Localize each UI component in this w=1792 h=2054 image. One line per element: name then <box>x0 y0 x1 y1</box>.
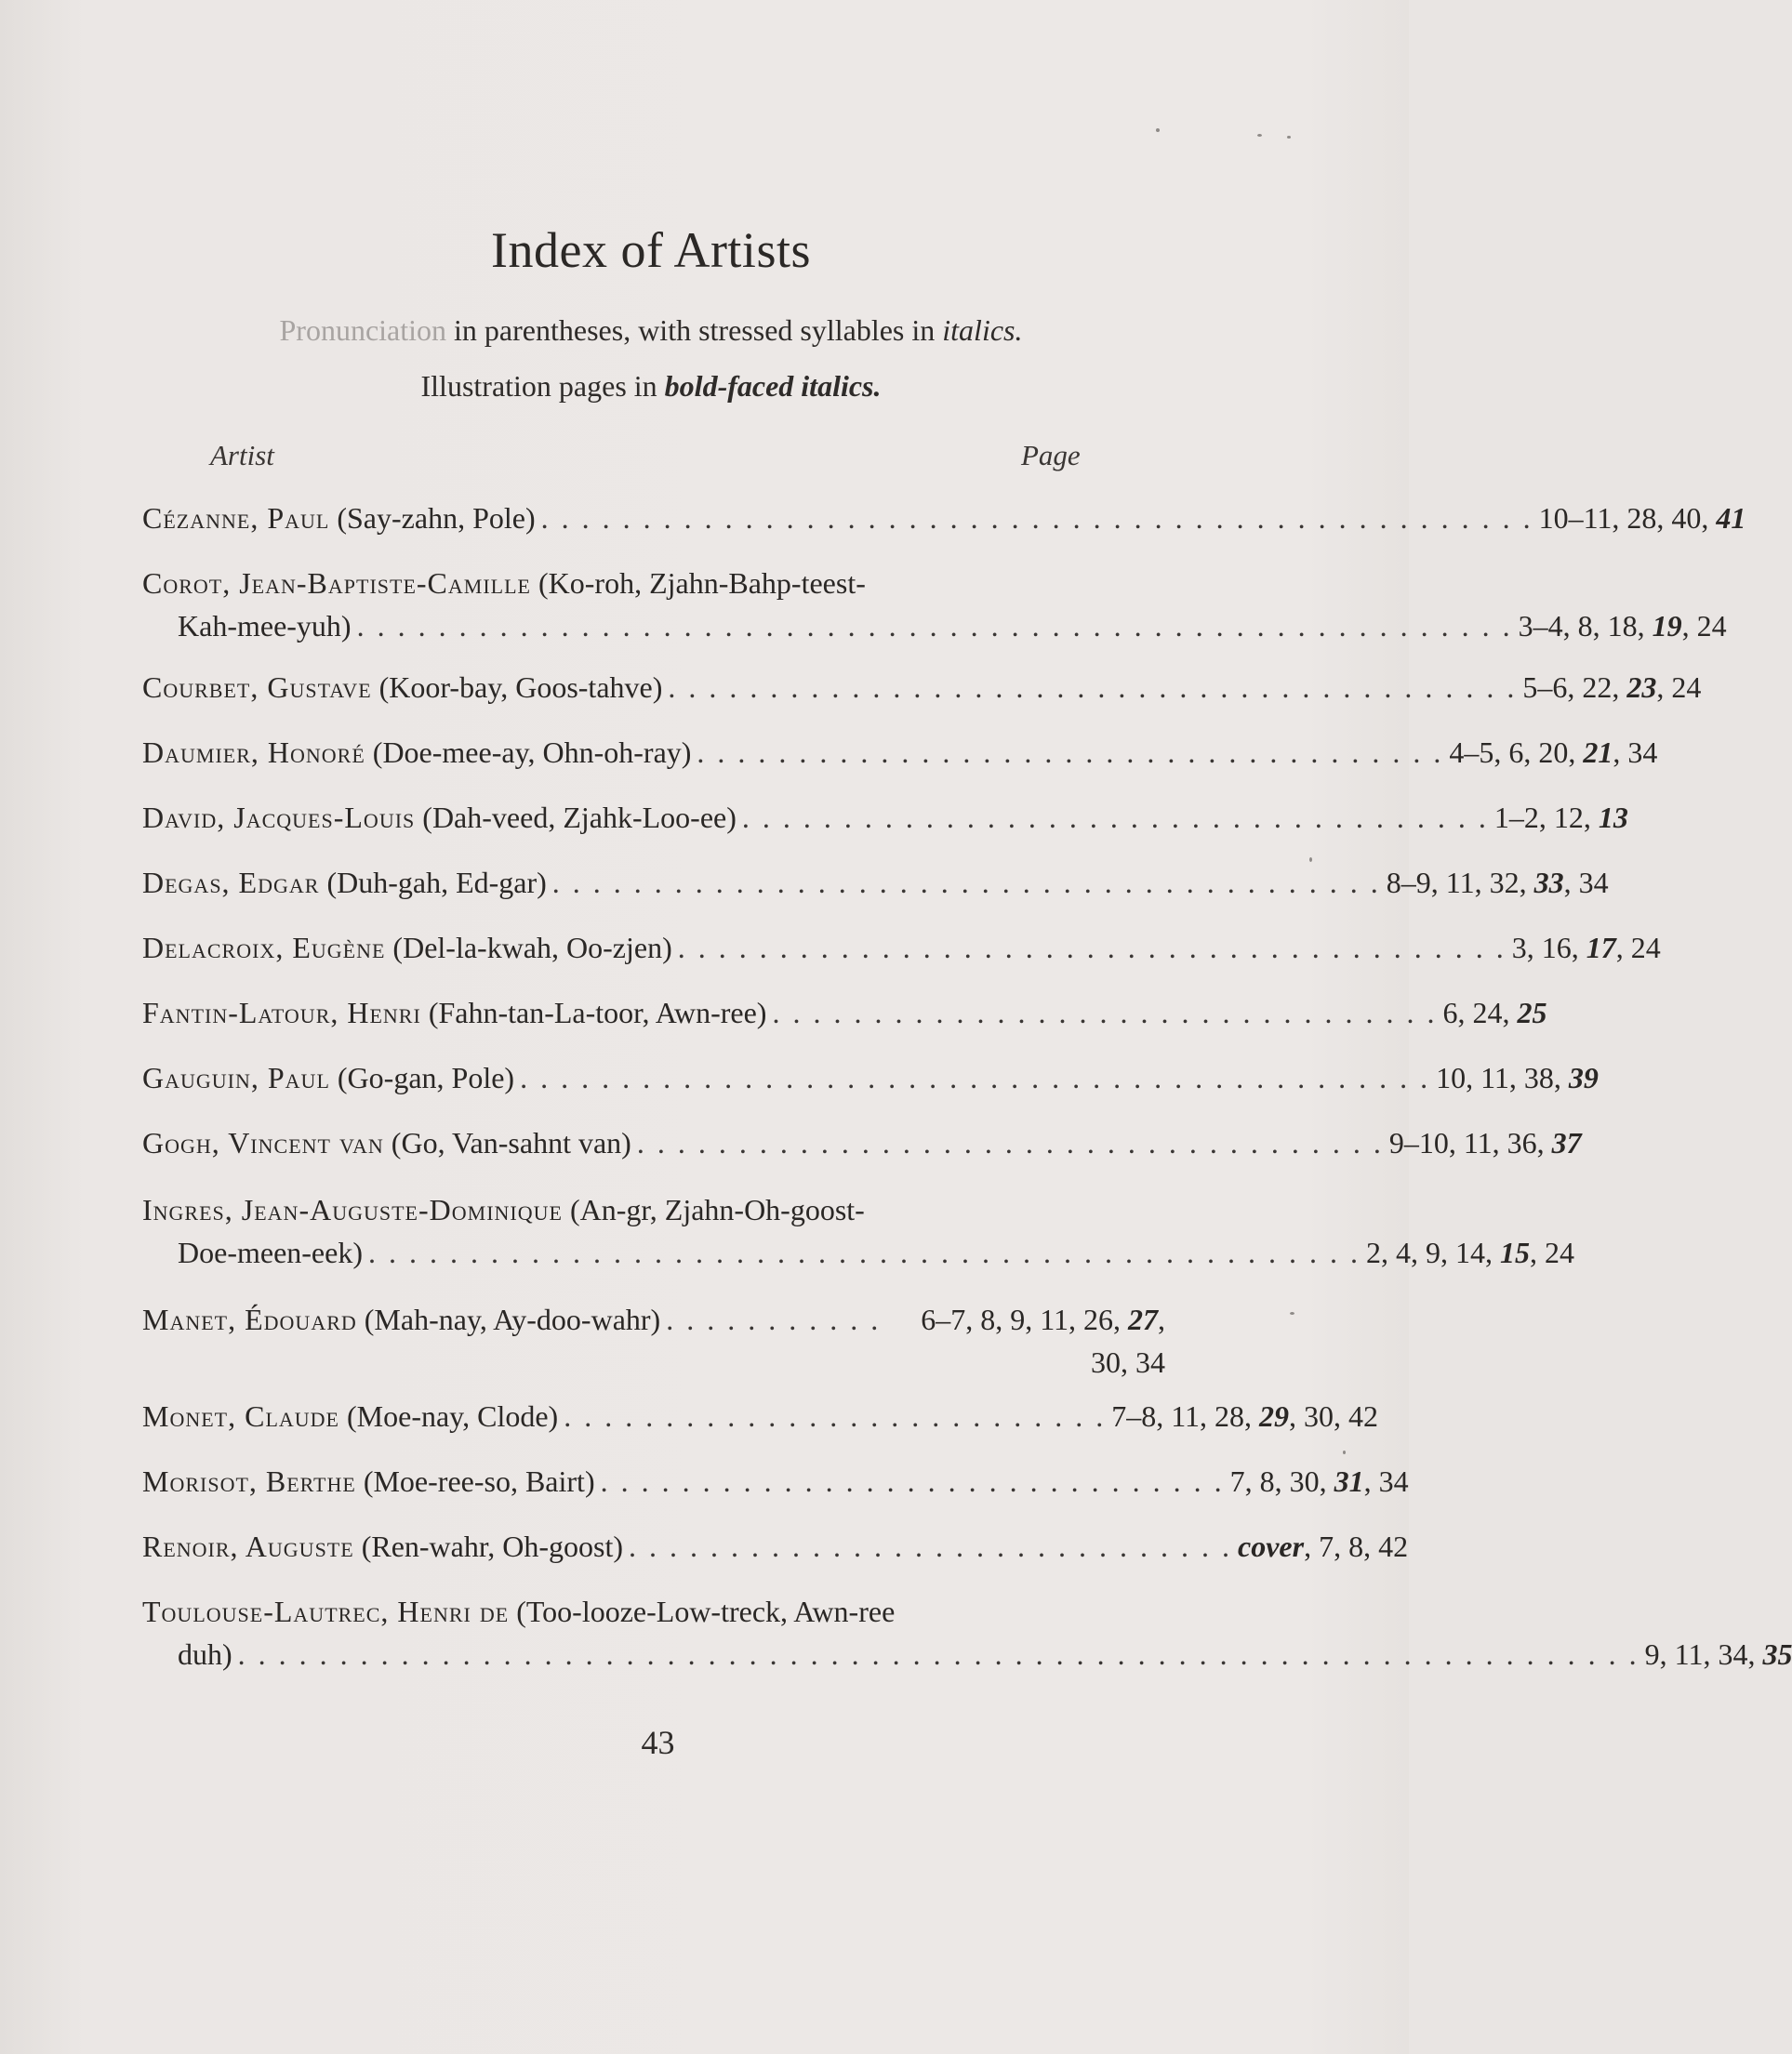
pronunciation: (Say-zahn, Pole) <box>337 501 536 535</box>
page-refs: 3, 16, 17, 24 <box>1511 931 1661 964</box>
page-refs: 10, 11, 38, 39 <box>1436 1061 1599 1094</box>
page-refs: cover, 7, 8, 42 <box>1238 1530 1409 1563</box>
page-refs: 9, 11, 34, 35 <box>1644 1637 1792 1671</box>
dot-leader: . . . . . . . . . . . . . . . . . . . . . . . . . . . <box>564 1399 1107 1433</box>
artist-name: Delacroix, Eugène <box>142 931 386 964</box>
index-entry <box>142 1590 1792 1676</box>
page-refs: 2, 4, 9, 14, 15, 24 <box>1365 1236 1574 1269</box>
column-header-artist: Artist <box>210 439 274 471</box>
page-refs: 8–9, 11, 32, 33, 34 <box>1386 866 1609 899</box>
pronunciation: (Go, Van-sahnt van) <box>391 1126 631 1160</box>
artist-name: Monet, Claude <box>142 1399 339 1433</box>
index-entry <box>142 1395 1378 1438</box>
paper-speck <box>1290 1312 1294 1315</box>
dot-leader: . . . . . . . . . . . . . . . . . . . . . . . . . . . . . . . <box>600 1464 1225 1498</box>
dot-leader: . . . . . . . . . . . <box>666 1303 882 1336</box>
artist-name: Fantin-Latour, Henri <box>142 996 421 1029</box>
dot-leader: . . . . . . . . . . . . . . . . . . . . . . . . . . . . . . . . . <box>772 996 1438 1029</box>
dot-leader: . . . . . . . . . . . . . . . . . . . . . . . . . . . . . . . . . . . . . <box>697 735 1444 769</box>
page-refs: 3–4, 8, 18, 19, 24 <box>1518 609 1727 643</box>
pronunciation: (Dah-veed, Zjahk-Loo-ee) <box>422 801 737 834</box>
artist-name: Gauguin, Paul <box>142 1061 330 1094</box>
index-entry <box>142 562 1727 647</box>
index-entry <box>142 1121 1582 1164</box>
artist-name: Gogh, Vincent van <box>142 1126 384 1160</box>
page-refs: 7, 8, 30, 31, 34 <box>1229 1464 1409 1498</box>
column-header-page: Page <box>1021 439 1081 471</box>
pronunciation: (Mah-nay, Ay-doo-wahr) <box>364 1303 661 1336</box>
index-entry <box>142 1056 1599 1099</box>
dot-leader: . . . . . . . . . . . . . . . . . . . . . . . . . . . . . . . . . . . . . . . . . . . . . . . . . <box>367 1236 1361 1269</box>
index-entry <box>142 1460 1409 1503</box>
artist-name: Degas, Edgar <box>142 866 320 899</box>
artist-name: Toulouse-Lautrec, Henri de <box>142 1595 510 1628</box>
page-refs: 1–2, 12, 13 <box>1493 801 1628 834</box>
page-refs: 7–8, 11, 28, 29, 30, 42 <box>1111 1399 1378 1433</box>
note-bold-italic: bold-faced italics. <box>664 369 882 403</box>
dot-leader: . . . . . . . . . . . . . . . . . . . . . . . . . . . . . . . . . . . . . . . . . . <box>668 670 1518 704</box>
pronunciation: (Duh-gah, Ed-gar) <box>326 866 547 899</box>
pronunciation-continued: duh) <box>178 1637 232 1671</box>
page-refs: 10–11, 28, 40, 41 <box>1538 501 1746 535</box>
pronunciation: (Fahn-tan-La-toor, Awn-ree) <box>428 996 767 1029</box>
dot-leader: . . . . . . . . . . . . . . . . . . . . . . . . . . . . . . . . . . . . . . . . . . . . . . . . . <box>540 501 1533 535</box>
pronunciation-continued: Kah-mee-yuh) <box>178 609 352 643</box>
illustration-note <box>0 369 1302 404</box>
paper-speck <box>1257 134 1262 137</box>
index-entry <box>142 796 1628 839</box>
dot-leader: . . . . . . . . . . . . . . . . . . . . . . . . . . . . . . . . . . . . . . . . . <box>677 931 1507 964</box>
paper-speck <box>1309 857 1312 862</box>
artist-name: Daumier, Honoré <box>142 735 365 769</box>
artist-name: Corot, Jean-Baptiste-Camille <box>142 566 531 600</box>
pronunciation: (Doe-mee-ay, Ohn-oh-ray) <box>372 735 692 769</box>
dot-leader: . . . . . . . . . . . . . . . . . . . . . . . . . . . . . . . . . . . . . <box>741 801 1489 834</box>
index-entry <box>142 1525 1409 1568</box>
index-entry <box>142 731 1658 774</box>
dot-leader: . . . . . . . . . . . . . . . . . . . . . . . . . . . . . . . . . . . . . . . . . . . . . . . . . . . . . . . . . . . . . . . . . . . . . <box>237 1637 1639 1671</box>
artist-name: Courbet, Gustave <box>142 670 372 704</box>
pronunciation: (Ren-wahr, Oh-goost) <box>361 1530 623 1563</box>
dot-leader: . . . . . . . . . . . . . . . . . . . . . . . . . . . . . . . . . . . . . . . . . <box>551 866 1381 899</box>
note-text: in parentheses, with stressed syllables in <box>446 313 943 347</box>
note-italic: italics. <box>942 313 1023 347</box>
artist-name: Morisot, Berthe <box>142 1464 356 1498</box>
index-entry <box>142 497 1746 539</box>
pronunciation: (Moe-ree-so, Bairt) <box>363 1464 595 1498</box>
index-entry <box>142 1298 1165 1384</box>
pronunciation: (Too-looze-Low-treck, Awn-ree <box>516 1595 896 1628</box>
paper-speck <box>1156 128 1160 132</box>
pronunciation: (Koor-bay, Goos-tahve) <box>378 670 663 704</box>
index-entry <box>142 861 1609 904</box>
artist-name: Manet, Édouard <box>142 1303 357 1336</box>
note-text: Illustration pages in <box>420 369 665 403</box>
pronunciation: (Ko-roh, Zjahn-Bahp-teest- <box>538 566 866 600</box>
artist-name: Renoir, Auguste <box>142 1530 354 1563</box>
pronunciation: (An-gr, Zjahn-Oh-goost- <box>569 1193 865 1226</box>
paper-speck <box>1343 1451 1346 1454</box>
note-faded-word: Pronunciation <box>279 313 447 347</box>
index-entry <box>142 926 1661 969</box>
page-refs: 6–7, 8, 9, 11, 26, 27, <box>921 1303 1165 1336</box>
page-refs: 9–10, 11, 36, 37 <box>1388 1126 1582 1160</box>
pronunciation: (Go-gan, Pole) <box>337 1061 515 1094</box>
paper-speck <box>1287 136 1291 139</box>
page-refs: 5–6, 22, 23, 24 <box>1522 670 1702 704</box>
artist-name: Cézanne, Paul <box>142 501 330 535</box>
pronunciation: (Del-la-kwah, Oo-zjen) <box>392 931 672 964</box>
artist-name: Ingres, Jean-Auguste-Dominique <box>142 1193 563 1226</box>
page-refs-continued: 30, 34 <box>1091 1345 1165 1379</box>
page-title: Index of Artists <box>491 222 811 278</box>
dot-leader: . . . . . . . . . . . . . . . . . . . . . . . . . . . . . . . . . . . . . . . . . . . . . . . . . . . . . . . . . <box>356 609 1513 643</box>
pronunciation-continued: Doe-meen-eek) <box>178 1236 363 1269</box>
page-refs: 6, 24, 25 <box>1442 996 1547 1029</box>
artist-name: David, Jacques-Louis <box>142 801 416 834</box>
dot-leader: . . . . . . . . . . . . . . . . . . . . . . . . . . . . . . . . . . . . . . . . . . . . . <box>520 1061 1431 1094</box>
index-entry <box>142 991 1547 1034</box>
pronunciation: (Moe-nay, Clode) <box>347 1399 559 1433</box>
index-entry <box>142 666 1702 709</box>
index-entry <box>142 1188 1574 1274</box>
pronunciation-note <box>0 313 1302 348</box>
page-number: 43 <box>641 1724 675 1761</box>
dot-leader: . . . . . . . . . . . . . . . . . . . . . . . . . . . . . . . . . . . . . <box>636 1126 1384 1160</box>
dot-leader: . . . . . . . . . . . . . . . . . . . . . . . . . . . . . . <box>629 1530 1232 1563</box>
page-refs: 4–5, 6, 20, 21, 34 <box>1449 735 1658 769</box>
